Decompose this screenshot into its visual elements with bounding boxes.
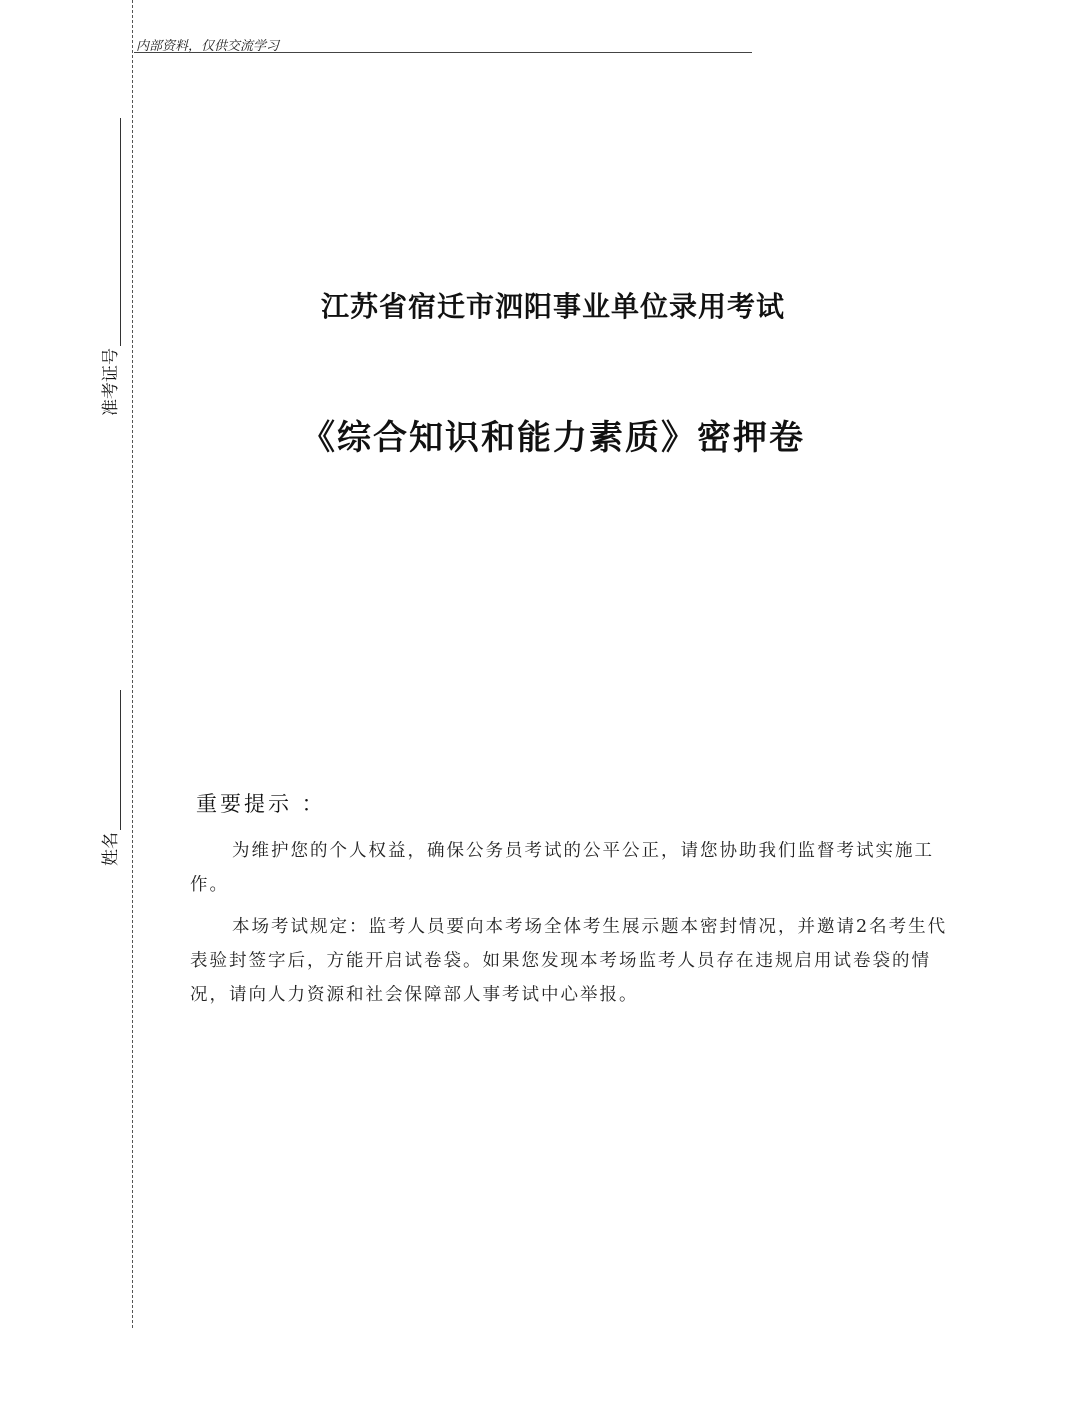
ticket-number-label: 准考证号 (101, 348, 121, 416)
paper-title: 《综合知识和能力素质》密押卷 (301, 418, 805, 458)
name-field (96, 690, 121, 866)
header-note: 内部资料，仅供交流学习 (136, 39, 280, 54)
ticket-number-field (96, 118, 121, 416)
binding-dashed-line (132, 0, 133, 1328)
notice-heading: 重要提示 ： (196, 792, 326, 816)
notice-paragraph: 为维护您的个人权益，确保公务员考试的公平公正，请您协助我们监督考试实施工作。 (190, 841, 934, 895)
name-blank (102, 690, 121, 830)
exam-name: 江苏省宿迁市泗阳事业单位录用考试 (320, 290, 785, 323)
notice-paragraph: 本场考试规定：监考人员要向本考场全体考生展示题本密封情况，并邀请2名考生代表验封签字后，方能开启试卷袋。如果您发现本考场监考人员存在违规启用试卷袋的情况，请向人力资源和社会保障部人事考试中心举报。 (190, 917, 948, 1005)
notice-body (190, 834, 950, 1020)
name-label: 姓名 (101, 832, 121, 866)
header-rule (134, 52, 752, 53)
